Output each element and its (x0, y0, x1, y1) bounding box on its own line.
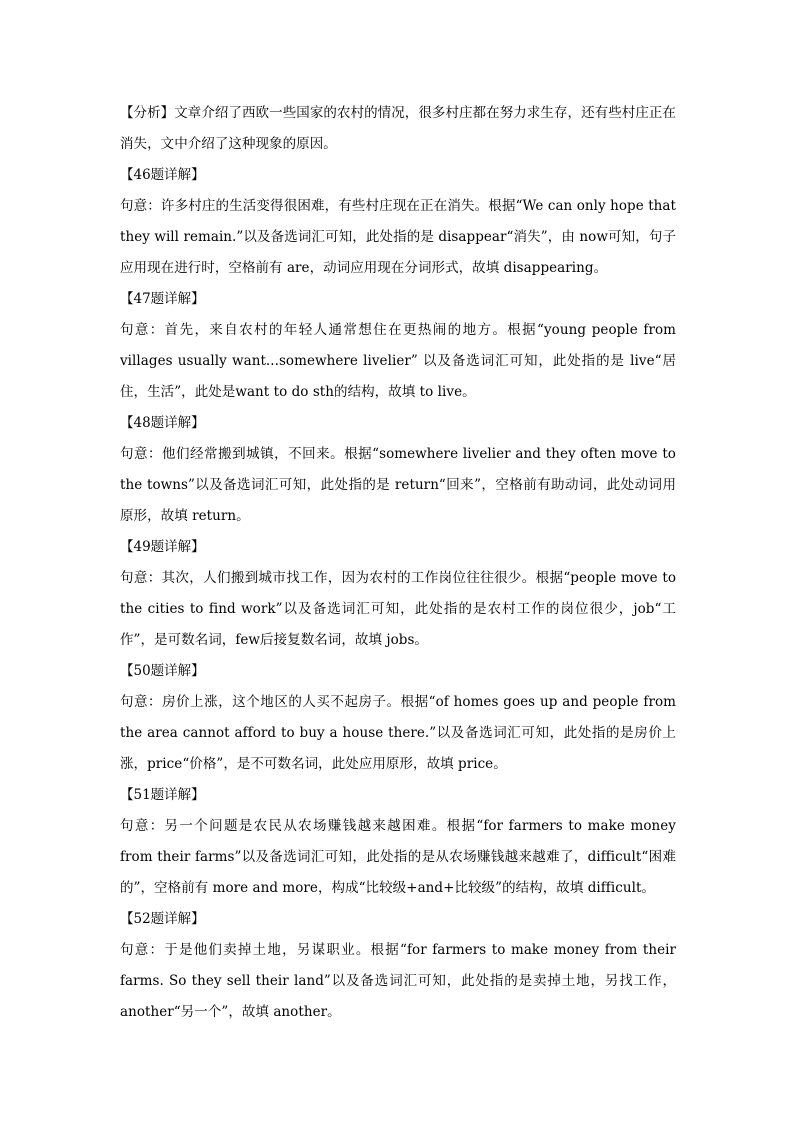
item-body: 句意：其次，人们搬到城市找工作，因为农村的工作岗位往往很少。根据“people move to the cities to find work”以及备选词汇可知，此处指的是农村工作的岗位很少，job“工作”，是可数名词，few后接复数名词，故填 jobs。 (120, 570, 676, 648)
item-heading: 【52题详解】 (120, 911, 205, 927)
item-50 (120, 656, 676, 780)
item-heading: 【47题详解】 (120, 291, 205, 307)
item-body: 句意：首先，来自农村的年轻人通常想住在更热闹的地方。根据“young people from villages usually want...somewhere livelier” 以及备选词汇可知，此处指的是 live“居住，生活”，此处是want to do sth的结构，故填 to live。 (120, 322, 676, 400)
item-49 (120, 532, 676, 656)
item-body: 句意：另一个问题是农民从农场赚钱越来越困难。根据“for farmers to make money from their farms”以及备选词汇可知，此处指的是从农场赚钱越来越难了，difficult“困难的”，空格前有 more and more，构成“比较级+and+比较级”的结构，故填 difficult。 (120, 818, 676, 896)
item-48 (120, 408, 676, 532)
item-heading: 【46题详解】 (120, 167, 205, 183)
item-body: 句意：房价上涨，这个地区的人买不起房子。根据“of homes goes up and people from the area cannot afford to buy a house there.”以及备选词汇可知，此处指的是房价上涨，price“价格”，是不可数名词，此处应用原形，故填 price。 (120, 694, 676, 772)
document-page (120, 98, 676, 1028)
item-46 (120, 160, 676, 284)
item-body: 句意：许多村庄的生活变得很困难，有些村庄现在正在消失。根据“We can only hope that they will remain.”以及备选词汇可知，此处指的是 disappear“消失”，由 now可知，句子应用现在进行时，空格前有 are，动词应用现在分词形式，故填 disappearing。 (120, 198, 676, 276)
item-47 (120, 284, 676, 408)
analysis-paragraph: 【分析】文章介绍了西欧一些国家的农村的情况，很多村庄都在努力求生存，还有些村庄正在消失，文中介绍了这种现象的原因。 (120, 105, 676, 152)
item-heading: 【49题详解】 (120, 539, 205, 555)
item-51 (120, 780, 676, 904)
item-52 (120, 904, 676, 1028)
item-body: 句意：他们经常搬到城镇，不回来。根据“somewhere livelier and they often move to the towns”以及备选词汇可知，此处指的是 return“回来”，空格前有助动词，此处动词用原形，故填 return。 (120, 446, 676, 524)
item-heading: 【51题详解】 (120, 787, 205, 803)
item-heading: 【50题详解】 (120, 663, 205, 679)
item-body: 句意：于是他们卖掉土地，另谋职业。根据“for farmers to make money from their farms. So they sell their land”以及备选词汇可知，此处指的是卖掉土地，另找工作，another“另一个”，故填 another。 (120, 942, 676, 1020)
item-heading: 【48题详解】 (120, 415, 205, 431)
